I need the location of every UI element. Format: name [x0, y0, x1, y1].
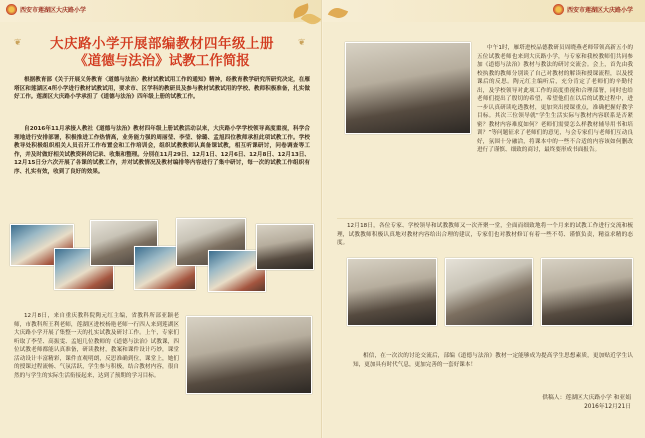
- school-logo-icon: [553, 4, 564, 15]
- date-line: 2016年12月21日: [584, 404, 631, 410]
- meeting-photo-top: [345, 42, 471, 134]
- right-paragraph-1: 中午1时，雁塔进校品德教研员周晓燕老师带领高新五小的五位试教老师也来到大庆路小学，与专家和我校教师们共同参加《道德与法治》教材与教法的研讨交流会。会上，首先由我校执教的教师分别谈了自己对教材的解读和授课流程，以及授课后的反思。陶元红主编听后，充分肯定了老师们的辛勤付出，及学校领导对此项工作的高度重视和合理部署，同时也给老师们提出了殷切的希望，希望他们在以后的试教过程中，进一步认真研读吃透教材，更加突出授课重点，准确把握好教学目标。其次三位领导就“学生生活实际与教材内容联系是否紧密？教材内容难度如何？老师们需要怎么样教材辅导用书和培训？”等问题征求了老师们的意见，与会专家们与老师们互动良好，氛围十分融洽，将课本中的一些不合适的内容该如何删改进行了谨慎、细致的商讨，最终要形成书面报告。: [477, 45, 633, 153]
- left-page: [0, 0, 322, 438]
- school-logo-icon: [6, 4, 17, 15]
- contributor-line: 供稿人：莲湖区大庆路小学 和亚娟: [542, 395, 631, 401]
- right-paragraph-2: 12月18日，各位专家、学校领导和试教教师又一次齐聚一堂，全面而细致地将一个月来的试教工作进行交流和梳理，试教教师积极认真地对教材内容给出合理的建议，专家们也对教材修订有着一些不苟、谨慎负责，精益求精的态度。: [337, 223, 633, 246]
- left-paragraph-2: 自2016年11月承接人教社《道德与法治》教材四年级上册试教活动以来，大庆路小学学校领导高度重视，科学合理地进行安排部署，积极推进工作热情高，业务能力强的周丽莹、李莹、徐璐、孟旭四位教师承担此项试教工作。学校教导处积极组织相关人员召开工作布置会和工作培训会，组织试教教师认真备课试教，相互听课研讨，问卷调查等工作，并及时做好相关试教资料的记录、收集和整理。分别在11月29日、12月1日、12月6日、12月8日、12月13日、12月15日分六次开展了各课的试教工作，并对试教情况及教材编排等内容进行了集中研讨，每一次的试教工作组织有序、扎实有效，收到了良好的效果。: [14, 126, 310, 175]
- brief-title-line1: 大庆路小学开展部编教材四年级上册: [50, 36, 274, 52]
- right-paragraph-3: 相信，在一次次的讨论交流后，部编《道德与法治》教材一定能够成为提高学生思想素质，更加贴近学生认知，更加具有时代气息，更加完善的一套好课本！: [353, 353, 633, 368]
- brief-title-line2: 《道德与法治》试教工作简报: [74, 53, 250, 69]
- classroom-photo-collage: [10, 218, 312, 292]
- seminar-photo: [186, 316, 312, 394]
- discussion-photo-3: [541, 258, 633, 326]
- right-page: [323, 0, 645, 438]
- ornament-icon: ❦: [298, 38, 306, 48]
- left-paragraph-1: 根据教育部《关于开展义务教育〈道德与法治〉教材试教试用工作的通知》精神，经教育教学研究所研究决定，在雁塔区和莲湖区4所小学进行教材试教试用，要求市、区学科的教研员及参与教材试教试用的学校、教师积极准备，扎实做好工作。莲湖区大庆路小学承担了《道德与法治》四年级上册的试教工作。: [14, 77, 310, 100]
- discussion-photo-2: [445, 258, 533, 326]
- right-school-name: 西安市莲湖区大庆路小学: [567, 7, 634, 14]
- contributor-signature: [463, 394, 631, 412]
- divider: [337, 218, 633, 219]
- left-paragraph-3: 12月8日，来自重庆教科院陶元红主编，省教科所部亚颖老师，市教科所王利老师，莲湖区进校杨艳老师一行四人来到莲湖区大庆路小学开展了集整一天的扎实试教及研讨工作。上午，专家们听取了李莹、高振雯、孟旭几位教师的《道德与法治》试教课，四位试教老师都能认真准备，研读教材，教案和课件设计巧妙，课堂活动设计丰富精彩，课件直观明朗，反思准确到位，课堂上，她们的授课过程流畅、气氛活跃，学生参与积极，结合教材内容，很自然的与学生的实际生活衔接起来，达到了预期的学习目标。: [14, 313, 179, 379]
- left-school-name: 西安市莲湖区大庆路小学: [20, 7, 87, 14]
- ornament-icon: ❦: [14, 38, 22, 48]
- collage-photo: [256, 224, 314, 270]
- discussion-photo-1: [347, 258, 437, 326]
